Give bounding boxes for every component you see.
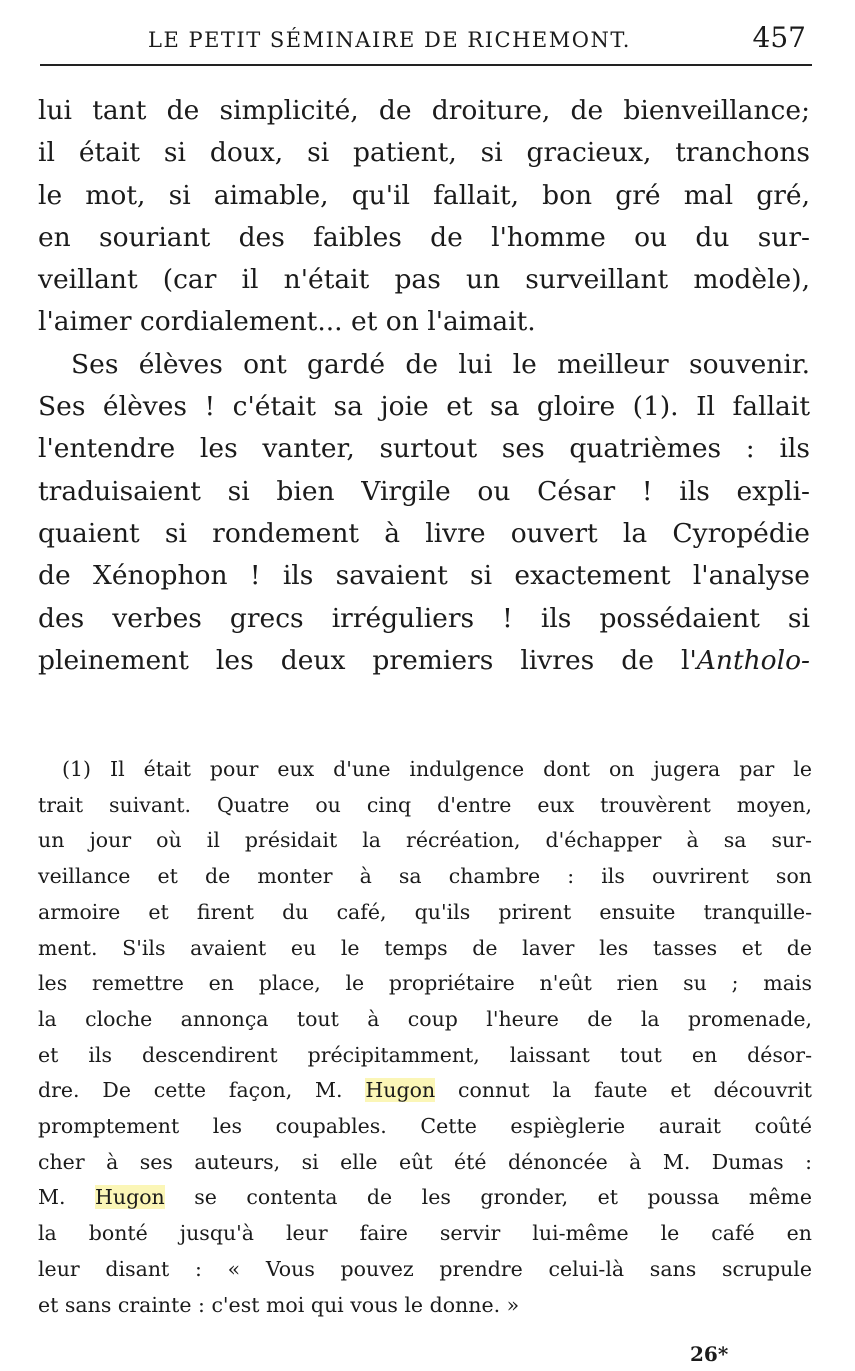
footnote-line: la bonté jusqu'à leur faire servir lui-même le café en — [38, 1221, 812, 1246]
footnote — [38, 752, 812, 1323]
footnote-line: les remettre en place, le propriétaire n'eût rien su ; mais — [38, 971, 812, 996]
footnote-text: M. — [38, 1185, 95, 1210]
footnote-line: trait suivant. Quatre ou cinq d'entre eux trouvèrent moyen, — [38, 792, 812, 817]
body-line: il était si doux, si patient, si gracieux, tranchons — [38, 137, 810, 169]
body-line: de Xénophon ! ils savaient si exactement l'analyse — [38, 560, 810, 592]
body-line: Ses élèves ! c'était sa joie et sa gloire (1). Il fallait — [38, 391, 810, 423]
body-line: lui tant de simplicité, de droiture, de bienveillance; — [38, 95, 810, 126]
body-line: en souriant des faibles de l'homme ou du sur- — [38, 221, 810, 253]
footnote-text: connut la faute et découvrit — [435, 1078, 812, 1103]
footnote-line: (1) Il était pour eux d'une indulgence dont on jugera par le — [62, 757, 812, 781]
footnote-line: un jour où il présidait la récréation, d'échapper à sa sur- — [38, 828, 812, 853]
footnote-line: cher à ses auteurs, si elle eût été dénoncée à M. Dumas : — [38, 1149, 812, 1174]
footnote-text: se contenta de les gronder, et poussa même — [164, 1185, 812, 1210]
body-line: Ses élèves ont gardé de lui le meilleur souvenir. — [71, 348, 810, 380]
body-line-text: pleinement les deux premiers livres de l' — [38, 644, 697, 676]
highlighted-name[interactable]: Hugon — [95, 1185, 165, 1210]
body-line: l'entendre les vanter, surtout ses quatrièmes : ils — [38, 433, 810, 465]
page-header — [40, 16, 812, 66]
footnote-line: la cloche annonça tout à coup l'heure de la promenade, — [38, 1006, 812, 1031]
footnote-text: dre. De cette façon, M. — [38, 1078, 366, 1103]
highlighted-name[interactable]: Hugon — [365, 1078, 436, 1103]
footnote-line: leur disant : « Vous pouvez prendre celui-là sans scrupule — [38, 1256, 812, 1281]
page-number: 457 — [752, 21, 806, 54]
body-line: le mot, si aimable, qu'il fallait, bon gré mal gré, — [38, 179, 810, 211]
running-title: LE PETIT SÉMINAIRE DE RICHEMONT. — [148, 28, 631, 52]
footnote-line: armoire et firent du café, qu'ils prirent ensuite tranquille- — [38, 899, 812, 924]
italic-word: Antholo- — [696, 644, 810, 676]
body-line: traduisaient si bien Virgile ou César ! ils expli- — [38, 475, 810, 507]
footnote-line — [38, 1180, 812, 1216]
footnote-line: promptement les coupables. Cette espièglerie aurait coûté — [38, 1114, 812, 1139]
body-line: des verbes grecs irréguliers ! ils possédaient si — [38, 602, 810, 634]
footnote-line — [38, 1073, 812, 1109]
footnote-line: veillance et de monter à sa chambre : ils ouvrirent son — [38, 864, 812, 889]
body-line: l'aimer cordialement... et on l'aimait. — [38, 306, 536, 338]
body-text — [38, 90, 810, 682]
body-line: veillant (car il n'était pas un surveillant modèle), — [38, 264, 810, 296]
footnote-line: et ils descendirent précipitamment, laissant tout en désor- — [38, 1042, 812, 1067]
footnote-line: ment. S'ils avaient eu le temps de laver les tasses et de — [38, 935, 812, 960]
body-line: quaient si rondement à livre ouvert la Cyropédie — [38, 517, 810, 549]
body-line-last — [38, 640, 810, 682]
signature-mark: 26* — [690, 1342, 729, 1366]
footnote-line: et sans crainte : c'est moi qui vous le donne. » — [38, 1292, 520, 1317]
